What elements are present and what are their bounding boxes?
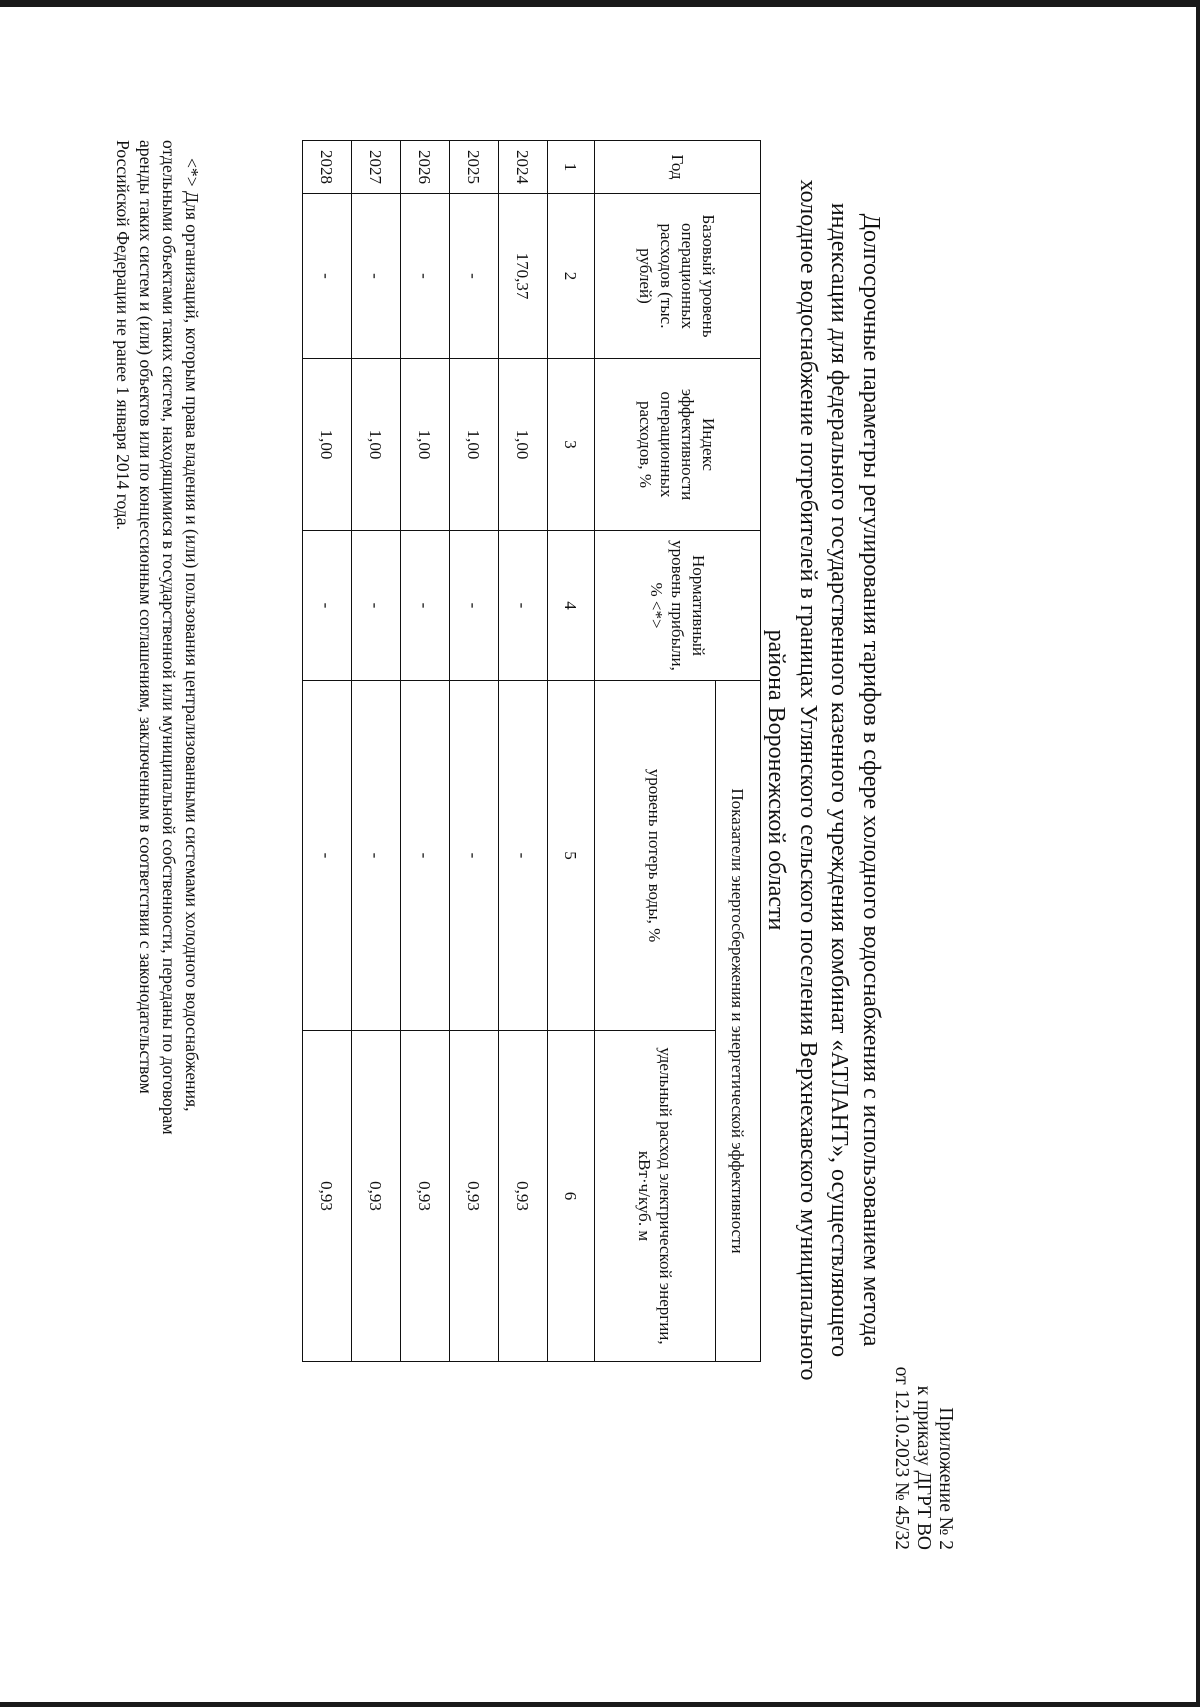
header-efficiency-index: Индекс эффективности операционных расходов, % [595,359,761,531]
cell-base-opex: - [352,194,401,359]
column-number: 4 [548,531,595,681]
cell-profit-level: - [303,531,352,681]
header-profit-level: Нормативный уровень прибыли, % <*> [595,531,761,681]
title-line-2: индексации для федерального государственного казенного учреждения комбинат «АТЛАНТ», осуществляющего [826,202,853,1358]
cell-profit-level: - [499,531,548,681]
footnote-line-1: <*> Для организаций, которым права владения и (или) пользования централизованными системами холодного водоснабжения, [182,158,202,1112]
cell-base-opex: - [303,194,352,359]
cell-year: 2027 [352,141,401,194]
document-title [760,90,886,1470]
cell-year: 2024 [499,141,548,194]
cell-base-opex: - [401,194,450,359]
cell-water-loss: - [450,681,499,1031]
appendix-number: Приложение № 2 [935,1407,956,1550]
title-line-3: холодное водоснабжение потребителей в границах Углянского сельского поселения Верхнехавского муниципального [795,179,821,1381]
column-number-row [548,141,595,1362]
footnote-line-3: аренды таких систем и (или) объектов или по концессионным соглашениям, заключенным в соответствии с законодательством [136,140,156,1094]
cell-energy-consumption: 0,93 [499,1031,548,1362]
title-line-1: Долгосрочные параметры регулирования тарифов в сфере холодного водоснабжения с использованием метода [858,213,884,1347]
header-year: Год [595,141,761,194]
cell-water-loss: - [401,681,450,1031]
cell-efficiency-index: 1,00 [352,359,401,531]
header-water-loss: уровень потерь воды, % [595,681,716,1031]
header-base-opex: Базовый уровень операционных расходов (тыс. рублей) [595,194,761,359]
column-number: 5 [548,681,595,1031]
column-number: 1 [548,141,595,194]
cell-base-opex: - [450,194,499,359]
column-number: 2 [548,194,595,359]
parameters-table [302,140,761,1362]
cell-profit-level: - [401,531,450,681]
column-number: 6 [548,1031,595,1362]
cell-energy-consumption: 0,93 [401,1031,450,1362]
cell-profit-level: - [352,531,401,681]
cell-base-opex: 170,37 [499,194,548,359]
cell-profit-level: - [450,531,499,681]
cell-efficiency-index: 1,00 [499,359,548,531]
table-row [450,141,499,1362]
table-row [352,141,401,1362]
header-energy-consumption: удельный расход электрической энергии, кВт·ч/куб. м [595,1031,716,1362]
cell-year: 2028 [303,141,352,194]
cell-efficiency-index: 1,00 [401,359,450,531]
table-row [499,141,548,1362]
appendix-block [890,1367,956,1550]
cell-energy-consumption: 0,93 [303,1031,352,1362]
scan-edge-right [1196,0,1200,1707]
cell-water-loss: - [352,681,401,1031]
cell-energy-consumption: 0,93 [450,1031,499,1362]
appendix-order-ref: к приказу ДГРТ ВО [913,1385,934,1550]
appendix-order-date: от 12.10.2023 № 45/32 [891,1366,912,1550]
scan-edge-top [0,0,1200,7]
footnote-line-4: Российской Федерации не ранее 1 января 2014 года. [113,140,133,530]
cell-energy-consumption: 0,93 [352,1031,401,1362]
rotated-page [113,40,966,1580]
footnote [111,140,203,1470]
cell-year: 2025 [450,141,499,194]
cell-water-loss: - [499,681,548,1031]
header-energy-group: Показатели энергосбережения и энергетической эффективности [716,681,761,1362]
cell-efficiency-index: 1,00 [303,359,352,531]
scan-edge-bottom [0,1702,1200,1707]
title-line-4: района Воронежской области [763,629,790,931]
footnote-line-2: отдельными объектами таких систем, находящимися в государственной или муниципальной собственности, переданы по договорам [159,140,179,1135]
column-number: 3 [548,359,595,531]
table-row [401,141,450,1362]
cell-water-loss: - [303,681,352,1031]
cell-year: 2026 [401,141,450,194]
cell-efficiency-index: 1,00 [450,359,499,531]
table-row [303,141,352,1362]
